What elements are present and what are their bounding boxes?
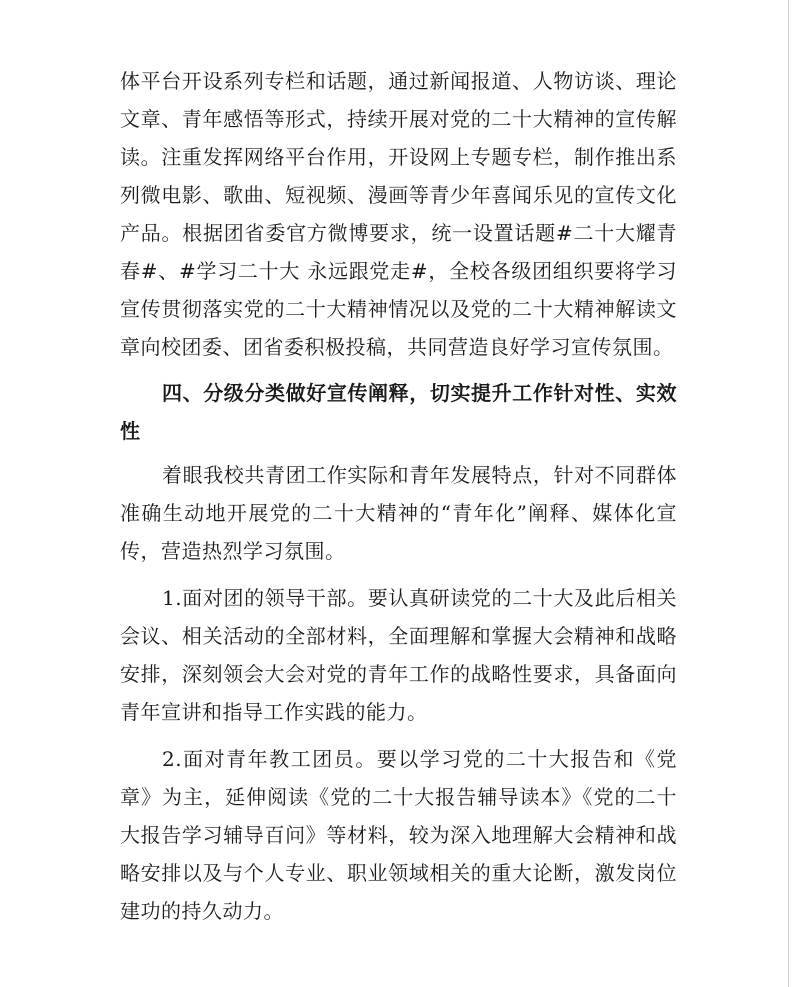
paragraph-section-intro: 着眼我校共青团工作实际和青年发展特点，针对不同群体准确生动地开展党的二十大精神的“青年化”阐释、媒体化宣传，营造热烈学习氛围。: [120, 463, 677, 563]
section-heading-four: 四、分级分类做好宣传阐释，切实提升工作针对性、实效性: [120, 381, 677, 443]
paragraph-media-platforms: 体平台开设系列专栏和话题，通过新闻报道、人物访谈、理论文章、青年感悟等形式，持续开展对党的二十大精神的宣传解读。注重发挥网络平台作用，开设网上专题专栏，制作推出系列微电影、歌曲、短视频、漫画等青少年喜闻乐见的宣传文化产品。根据团省委官方微博要求，统一设置话题#二十大耀青春#、#学习二十大 永远跟党走#，全校各级团组织要将学习宣传贯彻落实党的二十大精神情况以及党的二十大精神解读文章向校团委、团省委积极投稿，共同营造良好学习宣传氛围。: [120, 69, 677, 359]
document-body: [120, 62, 677, 930]
page-edge-divider: [788, 0, 789, 987]
paragraph-item-leaders: 1.面对团的领导干部。要认真研读党的二十大及此后相关会议、相关活动的全部材料，全面理解和掌握大会精神和战略安排，深刻领会大会对党的青年工作的战略性要求，具备面向青年宣讲和指导工作实践的能力。: [120, 586, 677, 724]
paragraph-item-staff-members: 2.面对青年教工团员。要以学习党的二十大报告和《党章》为主，延伸阅读《党的二十大报告辅导读本》《党的二十大报告学习辅导百问》等材料，较为深入地理解大会精神和战略安排以及与个人专业、职业领域相关的重大论断，激发岗位建功的持久动力。: [120, 747, 677, 923]
